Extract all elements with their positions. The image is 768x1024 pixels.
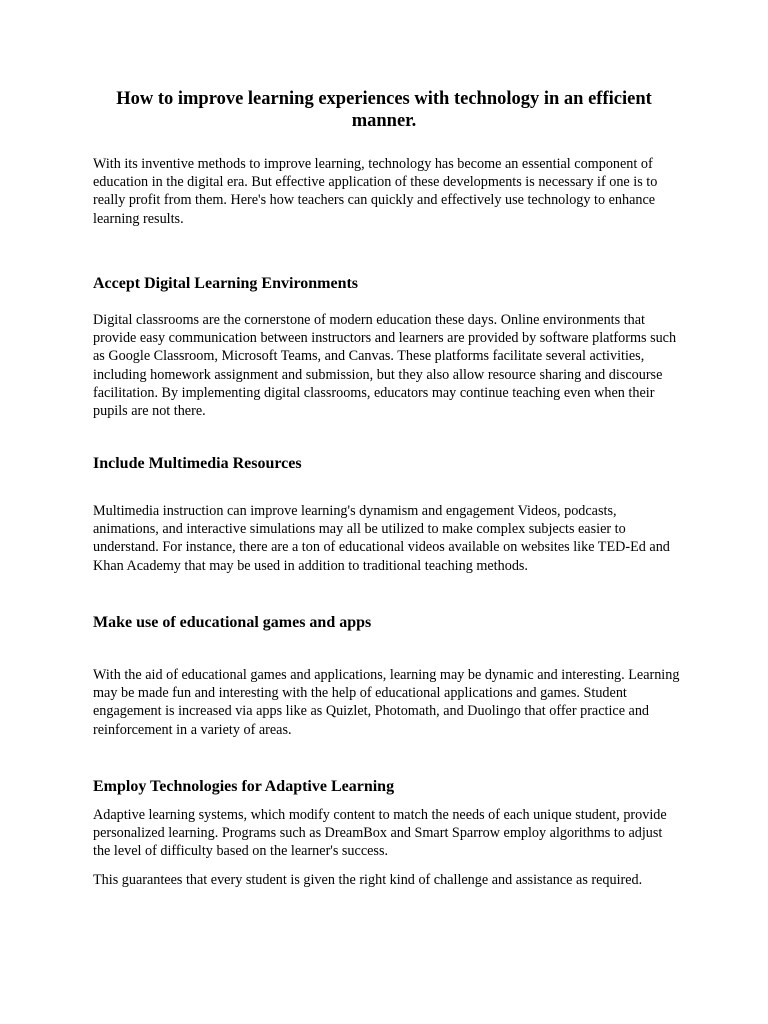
section-heading-games-apps: Make use of educational games and apps	[93, 614, 372, 631]
section-paragraph-digital-learning: Digital classrooms are the cornerstone of modern education these days. Online environments that provide easy communication between instructors and learners are provided by software platforms such as Google Classroom, Microsoft Teams, and Canvas. These platforms facilitate several activities, including homework assignment and submission, but they also allow resource sharing and discourse facilitation. By implementing digital classrooms, educators may continue teaching even when their pupils are not there.	[93, 312, 677, 420]
section-paragraph-games-apps: With the aid of educational games and applications, learning may be dynamic and interesting. Learning may be made fun and interesting with the help of educational applications and games. Student engagement is increased via apps like as Quizlet, Photomath, and Duolingo that offer practice and reinforcement in a variety of areas.	[93, 667, 680, 738]
section-paragraph-adaptive-learning-2: This guarantees that every student is given the right kind of challenge and assistance as required.	[93, 872, 643, 888]
section-paragraph-adaptive-learning-1: Adaptive learning systems, which modify content to match the needs of each unique student, provide personalized learning. Programs such as DreamBox and Smart Sparrow employ algorithms to adjust the level of difficulty based on the learner's success.	[93, 807, 667, 860]
section-heading-adaptive-learning: Employ Technologies for Adaptive Learning	[93, 778, 395, 795]
section-heading-digital-learning: Accept Digital Learning Environments	[93, 275, 359, 292]
intro-paragraph: With its inventive methods to improve learning, technology has become an essential component of education in the digital era. But effective application of these developments is necessary if one is to really profit from them. Here's how teachers can quickly and effectively use technology to enhance learning results.	[93, 156, 658, 227]
document-title: How to improve learning experiences with technology in an efficient manner.	[116, 89, 652, 131]
section-heading-multimedia: Include Multimedia Resources	[93, 455, 302, 472]
section-paragraph-multimedia: Multimedia instruction can improve learning's dynamism and engagement Videos, podcasts, animations, and interactive simulations may all be utilized to make complex subjects easier to understand. For instance, there are a ton of educational videos available on websites like TED-Ed and Khan Academy that may be used in addition to traditional teaching methods.	[93, 503, 670, 574]
